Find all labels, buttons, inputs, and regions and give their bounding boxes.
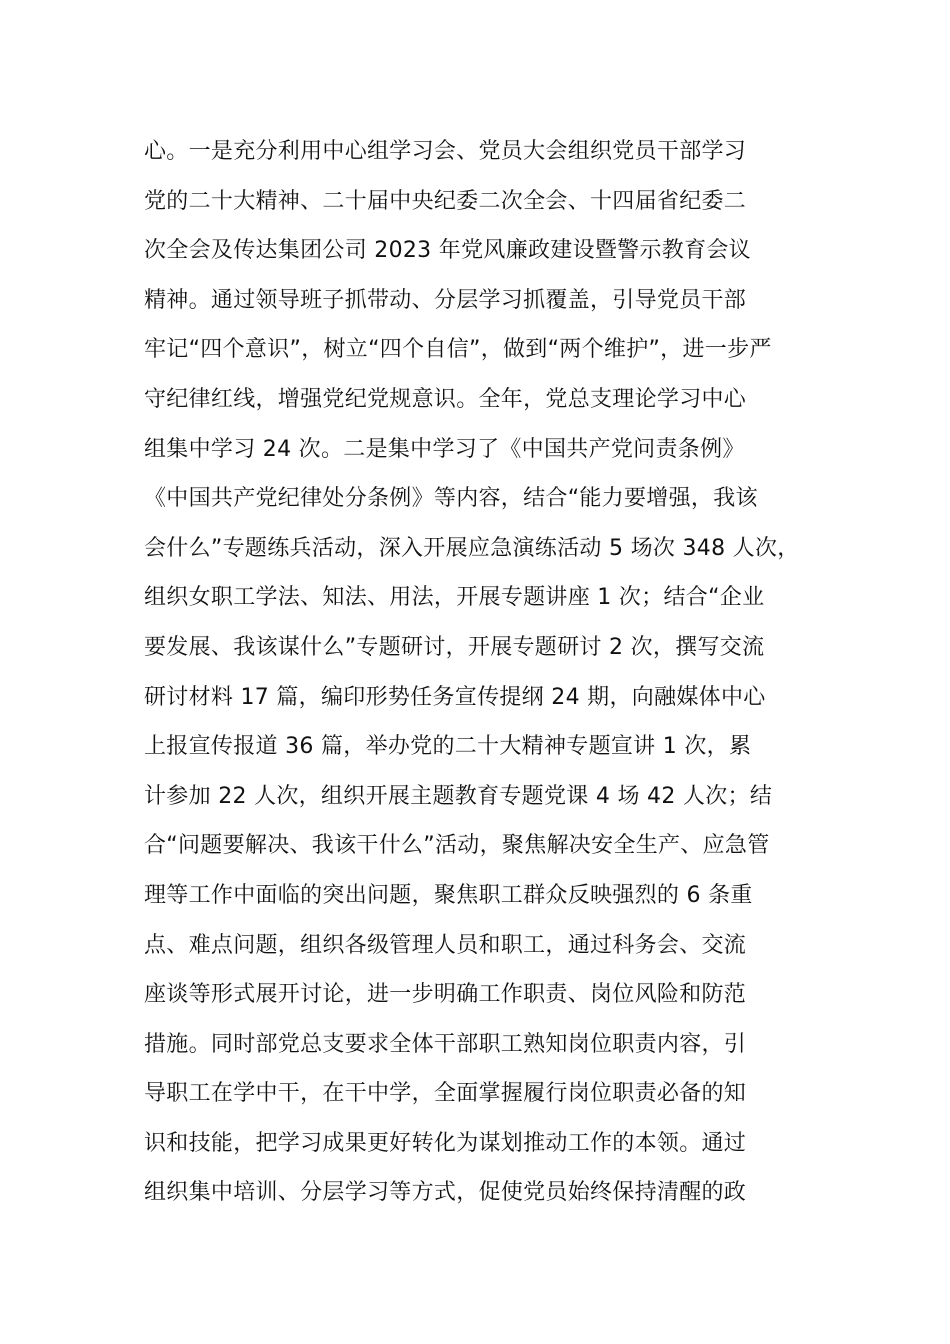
text-line: 心。一是充分利用中心组学习会、党员大会组织党员干部学习 xyxy=(144,139,747,164)
text-line: 《中国共产党纪律处分条例》等内容，结合“能力要增强，我该 xyxy=(144,486,758,512)
text-line: 守纪律红线，增强党纪党规意识。全年，党总支理论学习中心 xyxy=(144,386,747,412)
text-line: 合“问题要解决、我该干什么”活动，聚焦解决安全生产、应急管 xyxy=(144,833,770,859)
text-line: 组集中学习 24 次。二是集中学习了《中国共产党问责条例》 xyxy=(144,436,745,462)
text-line: 识和技能，把学习成果更好转化为谋划推动工作的本领。通过 xyxy=(144,1130,747,1156)
text-line: 次全会及传达集团公司 2023 年党风廉政建设暨警示教育会议 xyxy=(144,238,751,264)
text-line: 牢记“四个意识”，树立“四个自信”，做到“两个维护”，进一步严 xyxy=(144,337,772,363)
text-line: 座谈等形式展开讨论，进一步明确工作职责、岗位风险和防范 xyxy=(144,982,747,1008)
text-line: 组织女职工学法、知法、用法，开展专题讲座 1 次；结合“企业 xyxy=(144,585,765,611)
text-line: 理等工作中面临的突出问题，聚焦职工群众反映强烈的 6 条重 xyxy=(144,882,753,908)
text-line: 上报宣传报道 36 篇，举办党的二十大精神专题宣讲 1 次，累 xyxy=(144,734,752,760)
text-line: 精神。通过领导班子抓带动、分层学习抓覆盖，引导党员干部 xyxy=(144,287,747,313)
text-line: 点、难点问题，组织各级管理人员和职工，通过科务会、交流 xyxy=(144,932,747,958)
text-line: 导职工在学中干，在干中学，全面掌握履行岗位职责必备的知 xyxy=(144,1081,747,1107)
text-line: 组织集中培训、分层学习等方式，促使党员始终保持清醒的政 xyxy=(144,1180,747,1206)
text-line: 要发展、我该谋什么”专题研讨，开展专题研讨 2 次，撰写交流 xyxy=(144,634,765,660)
text-line: 党的二十大精神、二十届中央纪委二次全会、十四届省纪委二 xyxy=(144,188,747,214)
body-paragraph xyxy=(144,127,844,1218)
text-line: 研讨材料 17 篇，编印形势任务宣传提纲 24 期，向融媒体中心 xyxy=(144,684,766,710)
text-line: 措施。同时部党总支要求全体干部职工熟知岗位职责内容，引 xyxy=(144,1031,747,1057)
text-line: 会什么”专题练兵活动，深入开展应急演练活动 5 场次 348 人次， xyxy=(144,535,800,561)
text-line: 计参加 22 人次，组织开展主题教育专题党课 4 场 42 人次；结 xyxy=(144,783,773,809)
